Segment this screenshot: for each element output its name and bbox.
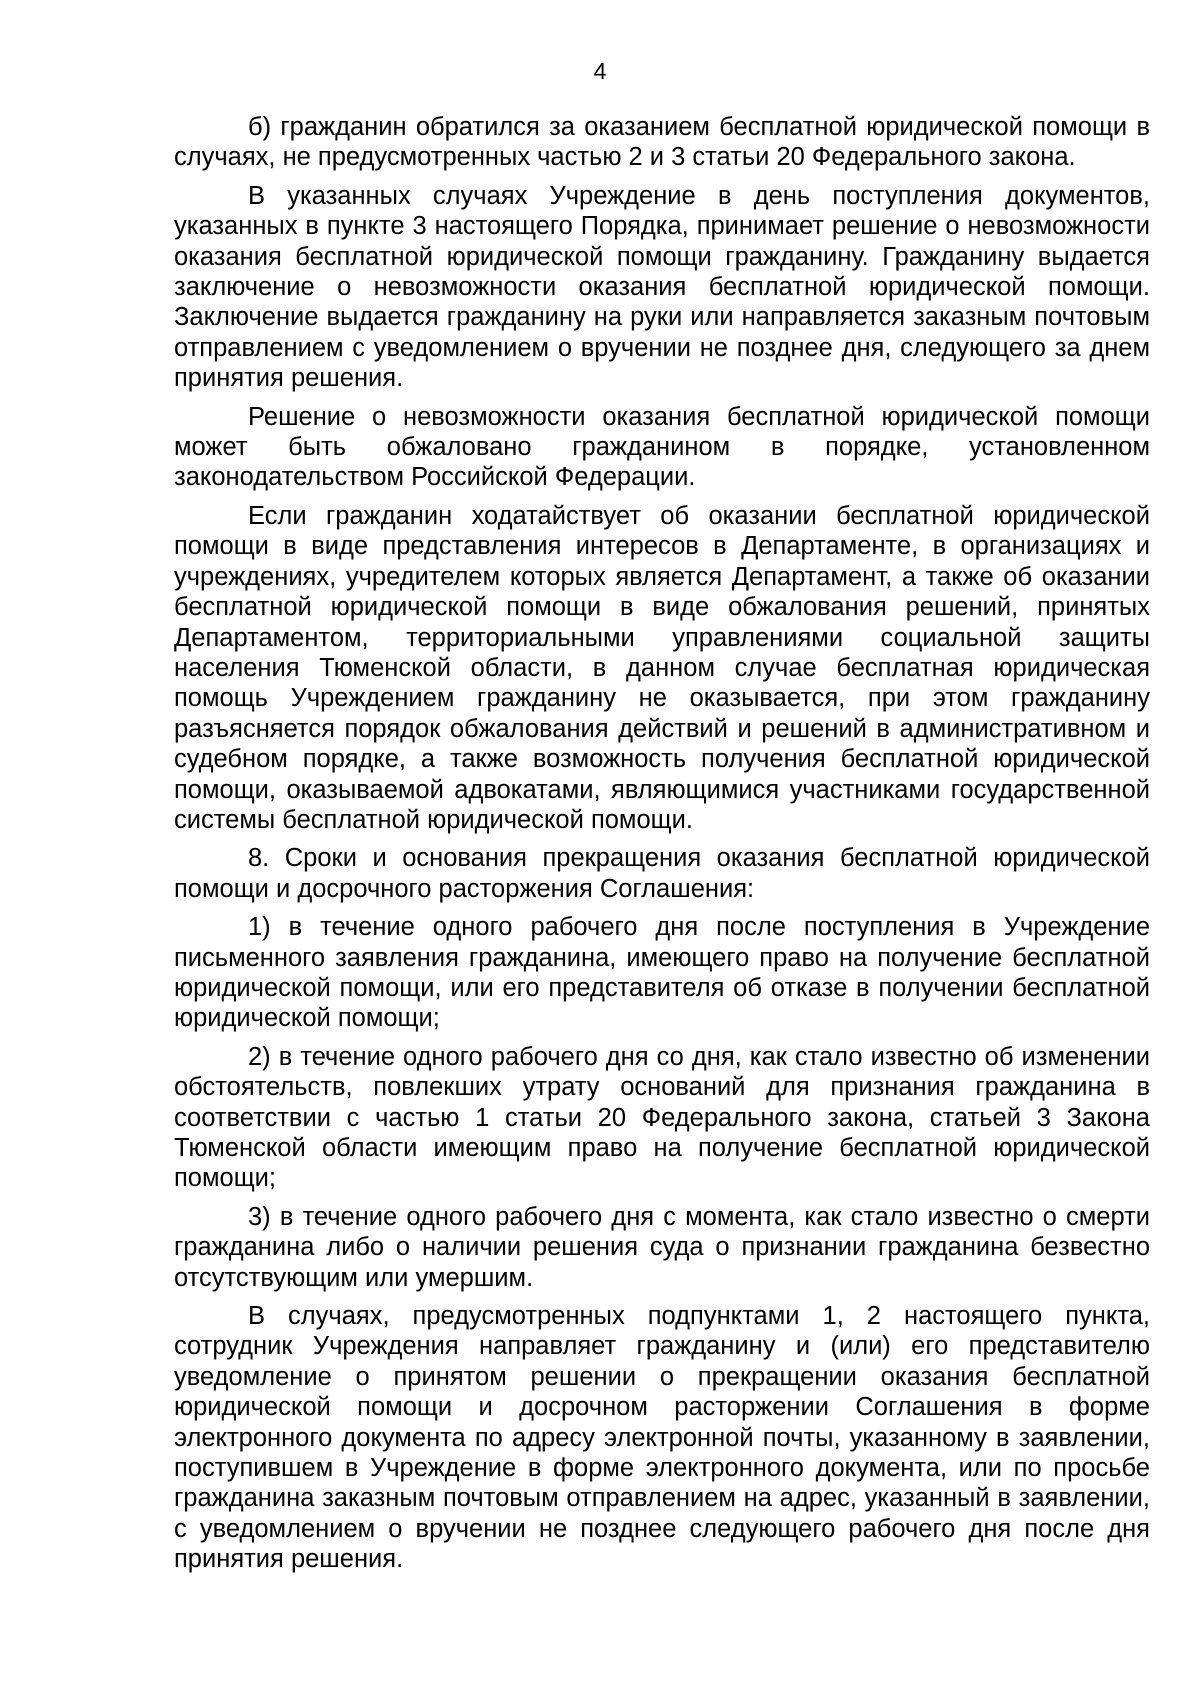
paragraph-item-1: 1) в течение одного рабочего дня после поступления в Учреждение письменного заявления гражданина, имеющего право на получение бесплатной юридической помощи, или его представителя об отказе в получении бесплатной юридической помощи; [174,913,1150,1033]
paragraph-appeal-of-decision: Решение о невозможности оказания бесплатной юридической помощи может быть обжаловано гражданином в порядке, установленном законодательством Российской Федерации. [174,402,1150,492]
paragraph-item-2: 2) в течение одного рабочего дня со дня, как стало известно об изменении обстоятельств, повлекших утрату оснований для признания гражданина в соответствии с частью 1 статьи 20 Федерального закона, статьей 3 Закона Тюменской области имеющим право на получение бесплатной юридической помощи; [174,1042,1150,1193]
paragraph-notification-procedure: В случаях, предусмотренных подпунктами 1, 2 настоящего пункта, сотрудник Учреждения направляет гражданину и (или) его представителю уведомление о принятом решении о прекращении оказания бесплатной юридической помощи и досрочном расторжении Соглашения в форме электронного документа по адресу электронной почты, указанному в заявлении, поступившем в Учреждение в форме электронного документа, или по просьбе гражданина заказным почтовым отправлением на адрес, указанный в заявлении, с уведомлением о вручении не позднее следующего рабочего дня после дня принятия решения. [174,1302,1150,1574]
paragraph-item-3: 3) в течение одного рабочего дня с момента, как стало известно о смерти гражданина либо о наличии решения суда о признании гражданина безвестно отсутствующим или умершим. [174,1202,1150,1292]
document-body [174,112,1150,1583]
paragraph-impossibility-decision: В указанных случаях Учреждение в день поступления документов, указанных в пункте 3 настоящего Порядка, принимает решение о невозможности оказания бесплатной юридической помощи гражданину. Гражданину выдается заключение о невозможности оказания бесплатной юридической помощи. Заключение выдается гражданину на руки или направляется заказным почтовым отправлением с уведомлением о вручении не позднее дня, следующего за днем принятия решения. [174,181,1150,393]
paragraph-representation-request: Если гражданин ходатайствует об оказании бесплатной юридической помощи в виде представления интересов в Департаменте, в организациях и учреждениях, учредителем которых является Департамент, а также об оказании бесплатной юридической помощи в виде обжалования решений, принятых Департаментом, территориальными управлениями социальной защиты населения Тюменской области, в данном случае бесплатная юридическая помощь Учреждением гражданину не оказывается, при этом гражданину разъясняется порядок обжалования действий и решений в административном и судебном порядке, а также возможность получения бесплатной юридической помощи, оказываемой адвокатами, являющимися участниками государственной системы бесплатной юридической помощи. [174,501,1150,834]
paragraph-section-8-heading: 8. Сроки и основания прекращения оказания бесплатной юридической помощи и досрочного расторжения Соглашения: [174,844,1150,903]
paragraph-b-refusal-case: б) гражданин обратился за оказанием бесплатной юридической помощи в случаях, не предусмотренных частью 2 и 3 статьи 20 Федерального закона. [174,113,1150,172]
page-number: 4 [593,58,607,84]
